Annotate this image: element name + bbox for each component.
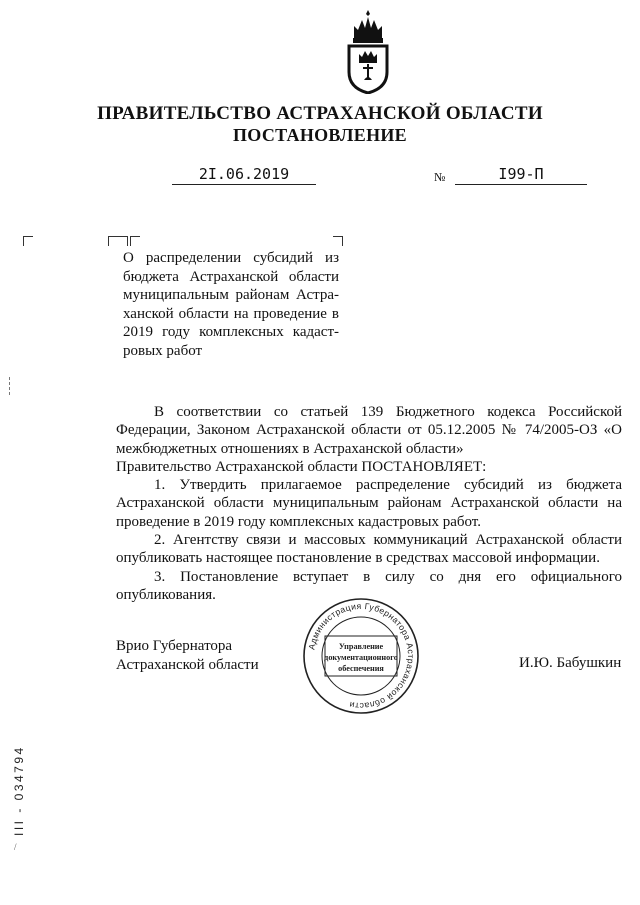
preamble-paragraph: В соответствии со статьей 139 Бюджетного кодекса Российской Федерации, Законом Астраханской области от 05.12.2005 № 74/2005-ОЗ «О межбюджетных отношениях в Астраханской области» [116, 404, 622, 457]
subject-corner-mid-mark [118, 236, 128, 246]
signatory-position-line: Астраханской области [116, 656, 259, 673]
document-number: I99-П [455, 165, 587, 185]
signatory-position-line: Врио Губернатора [116, 638, 233, 654]
stamp-inner-line: обеспечения [338, 664, 384, 673]
subject-line: ровых работ [123, 342, 203, 359]
margin-dash-mark [9, 377, 11, 395]
subject-corner-top-right [333, 236, 343, 246]
resolution-item-3: 3. Постановление вступает в силу со дня его официального опубликования. [116, 568, 622, 603]
subject-line: О распределении субсидий из [123, 250, 339, 266]
coat-of-arms-icon [342, 8, 394, 94]
stamp-inner-line: Управление [338, 642, 384, 651]
stamp-inner-line: документационного [324, 653, 398, 662]
document-subject [123, 249, 339, 360]
signatory-name: И.Ю. Бабушкин [519, 655, 622, 671]
resolution-item-1: 1. Утвердить прилагаемое распределение субсидий из бюджета Астраханской области муниципальным районам Астраханской области на проведение в 2019 году комплексных кадастровых работ. [116, 477, 622, 530]
document-date: 2I.06.2019 [172, 165, 316, 185]
document-body [116, 403, 622, 604]
document-type: ПОСТАНОВЛЕНИЕ [233, 125, 407, 145]
serial-number-text: ІІІ - 034794 [12, 745, 26, 836]
subject-line: муниципальным районам Астра- [123, 287, 339, 303]
signatory-position [116, 637, 259, 674]
subject-corner-top-left [108, 236, 118, 246]
stamp-outer-text: Администрация Губернатора Астраханской области [306, 600, 417, 712]
government-title: ПРАВИТЕЛЬСТВО АСТРАХАНСКОЙ ОБЛАСТИ [97, 103, 543, 124]
resolves-paragraph: Правительство Астраханской области ПОСТАНОВЛЯЕТ: [116, 458, 487, 475]
official-stamp [302, 597, 420, 715]
number-label: № [434, 170, 446, 184]
subject-line: ханской области на проведение в [123, 305, 339, 322]
margin-tick-mark: / [14, 842, 17, 852]
subject-line: бюджета Астраханской области [123, 268, 339, 285]
subject-line: 2019 году комплексных кадаст- [123, 324, 339, 340]
form-serial-number [4, 728, 32, 838]
subject-corner-mid-mark [130, 236, 140, 246]
margin-corner-mark [23, 236, 33, 246]
resolution-item-2: 2. Агентству связи и массовых коммуникаций Астраханской области опубликовать настоящее постановление в средствах массовой информации. [116, 532, 622, 567]
